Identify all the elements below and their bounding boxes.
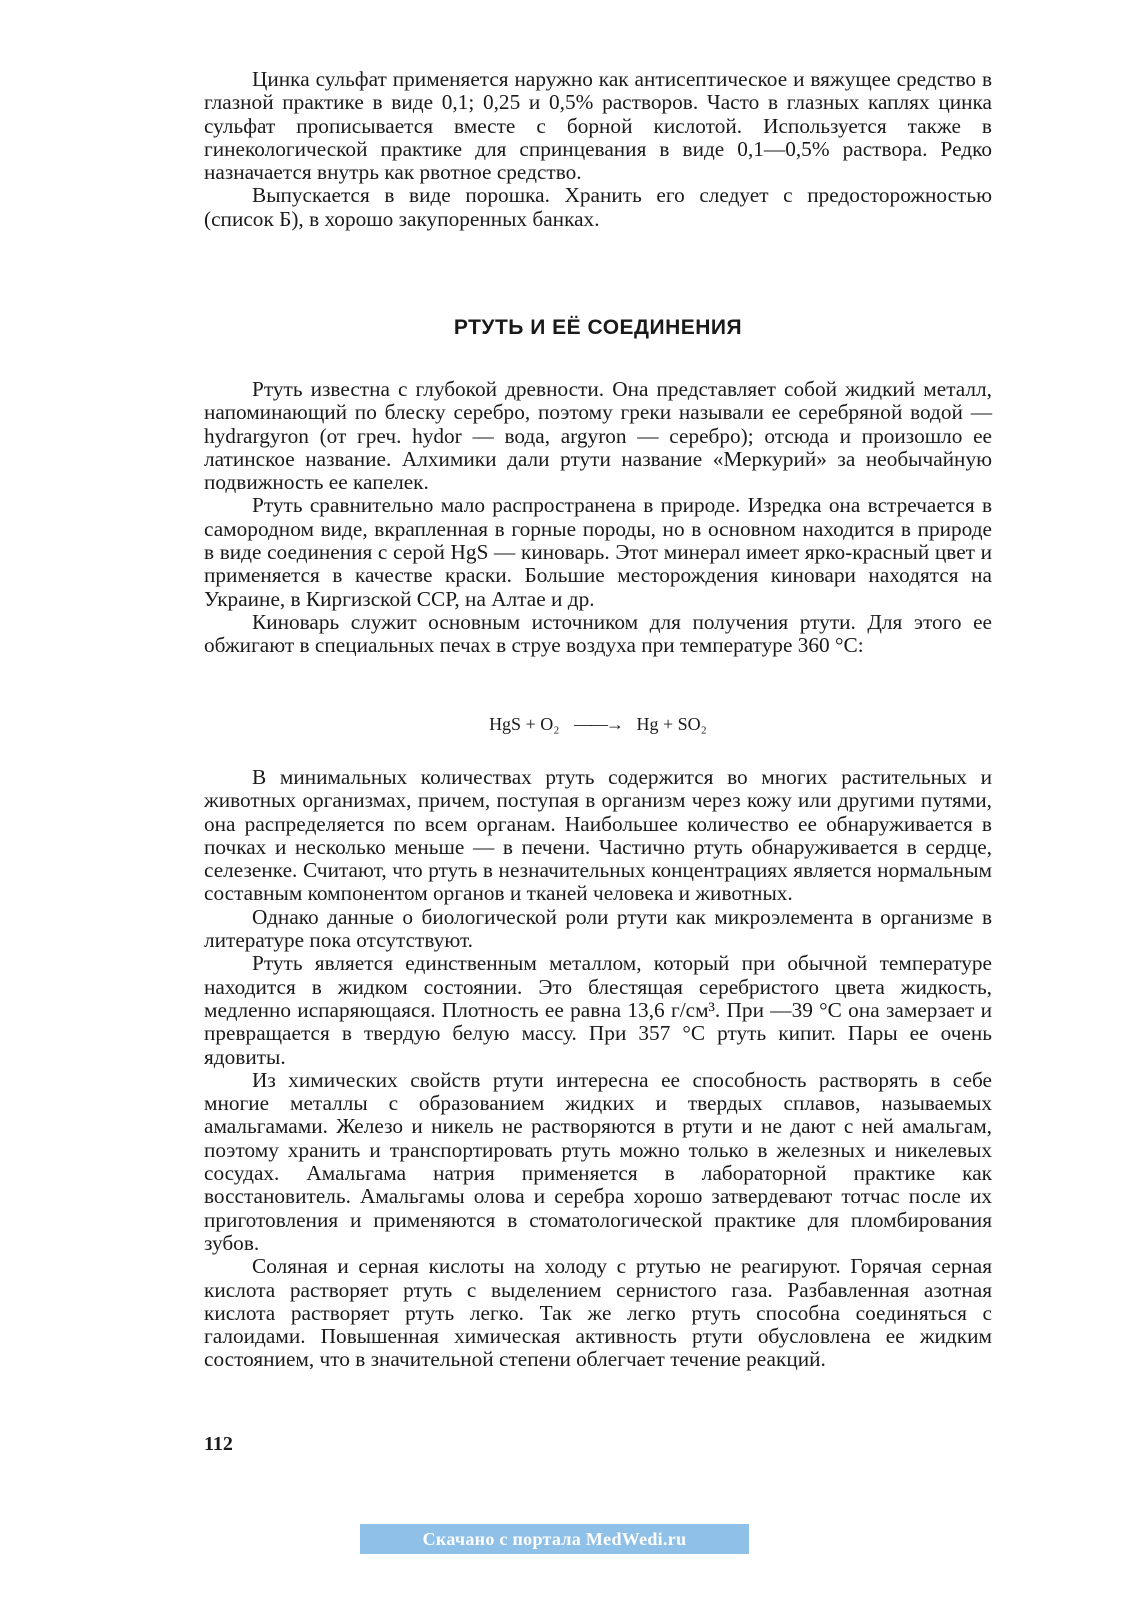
equation-products: Hg + SO₂ xyxy=(636,714,707,734)
page-number: 112 xyxy=(204,1433,233,1455)
watermark-text: Скачано с портала MedWedi.ru xyxy=(422,1528,687,1549)
equation-reactants: HgS + O₂ xyxy=(489,714,560,734)
paragraph-zinc-sulfate-use: Цинка сульфат применяется наружно как антисептическое и вяжущее средство в глазной практике в виде 0,1; 0,25 и 0,5% растворов. Часто в глазных каплях цинка сульфат прописывается вместе с борной кислотой. Используется также в гинекологической практике для спринцевания в виде 0,1—0,5% раствора. Редко назначается внутрь как рвотное средство. xyxy=(204,67,992,185)
paragraph-biological-role: Однако данные о биологической роли ртути как микроэлемента в организме в литературе пока отсутствуют. xyxy=(204,904,992,953)
section-body-bottom xyxy=(204,766,992,1372)
intro-block xyxy=(204,68,992,231)
paragraph-acid-reactions: Соляная и серная кислоты на холоду с ртутью не реагируют. Горячая серная кислота растворяет ртуть с выделением сернистого газа. Разбавленная азотная кислота растворяет ртуть легко. Так же легко ртуть способна соединяться с галоидами. Повышенная химическая активность ртути обусловлена ее жидким состоянием, что в значительной степени облегчает течение реакций. xyxy=(204,1254,992,1372)
section-heading: РТУТЬ И ЕЁ СОЕДИНЕНИЯ xyxy=(453,316,743,339)
paragraph-mercury-history: Ртуть известна с глубокой древности. Она представляет собой жидкий металл, напоминающий по блеску серебро, поэтому греки называли ее серебряной водой — hydrargyron (от греч. hydor — вода, argyron — серебро); отсюда и произошло ее латинское название. Алхимики дали ртути название «Меркурий» за необычайную подвижность ее капелек. xyxy=(204,377,992,495)
section-body-top xyxy=(204,378,992,658)
chemical-equation xyxy=(204,714,992,735)
download-watermark-banner xyxy=(360,1524,749,1554)
paragraph-physical-properties: Ртуть является единственным металлом, который при обычной температуре находится в жидком состоянии. Это блестящая серебристого цвета жидкость, медленно испаряющаяся. Плотность ее равна 13,6 г/см³. При —39 °С она замерзает и превращается в твердую белую массу. При 357 °С ртуть кипит. Пары ее очень ядовиты. xyxy=(204,951,992,1069)
paragraph-zinc-sulfate-storage: Выпускается в виде порошка. Хранить его следует с предосторожностью (список Б), в хорошо закупоренных банках. xyxy=(204,183,992,231)
equation-arrow: ——→ xyxy=(574,714,622,734)
paragraph-mercury-occurrence: Ртуть сравнительно мало распространена в природе. Изредка она встречается в самородном виде, вкрапленная в горные породы, но в основном находится в природе в виде соединения с серой HgS — киноварь. Этот минерал имеет ярко-красный цвет и применяется в качестве краски. Большие месторождения киновари находятся на Украине, в Киргизской ССР, на Алтае и др. xyxy=(204,493,992,611)
paragraph-mercury-in-organisms: В минимальных количествах ртуть содержится во многих растительных и животных организмах, причем, поступая в организм через кожу или другими путями, она распределяется по всем органам. Наибольшее количество ее обнаруживается в почках и несколько меньше — в печени. Частично ртуть обнаруживается в сердце, селезенке. Считают, что ртуть в незначительных концентрациях является нормальным составным компонентом органов и тканей человека и животных. xyxy=(204,765,992,906)
paragraph-amalgams: Из химических свойств ртути интересна ее способность растворять в себе многие металлы с образованием жидких и твердых сплавов, называемых амальгамами. Железо и никель не растворяются в ртути и не дают с ней амальгам, поэтому хранить и транспортировать ртуть можно только в железных и никелевых сосудах. Амальгама натрия применяется в лабораторной практике как восстановитель. Амальгамы олова и серебра хорошо затвердевают тотчас после их приготовления и применяются в стоматологической практике для пломбирования зубов. xyxy=(204,1067,992,1255)
paragraph-mercury-production: Киноварь служит основным источником для получения ртути. Для этого ее обжигают в специальных печах в струе воздуха при температуре 360 °С: xyxy=(204,609,992,658)
